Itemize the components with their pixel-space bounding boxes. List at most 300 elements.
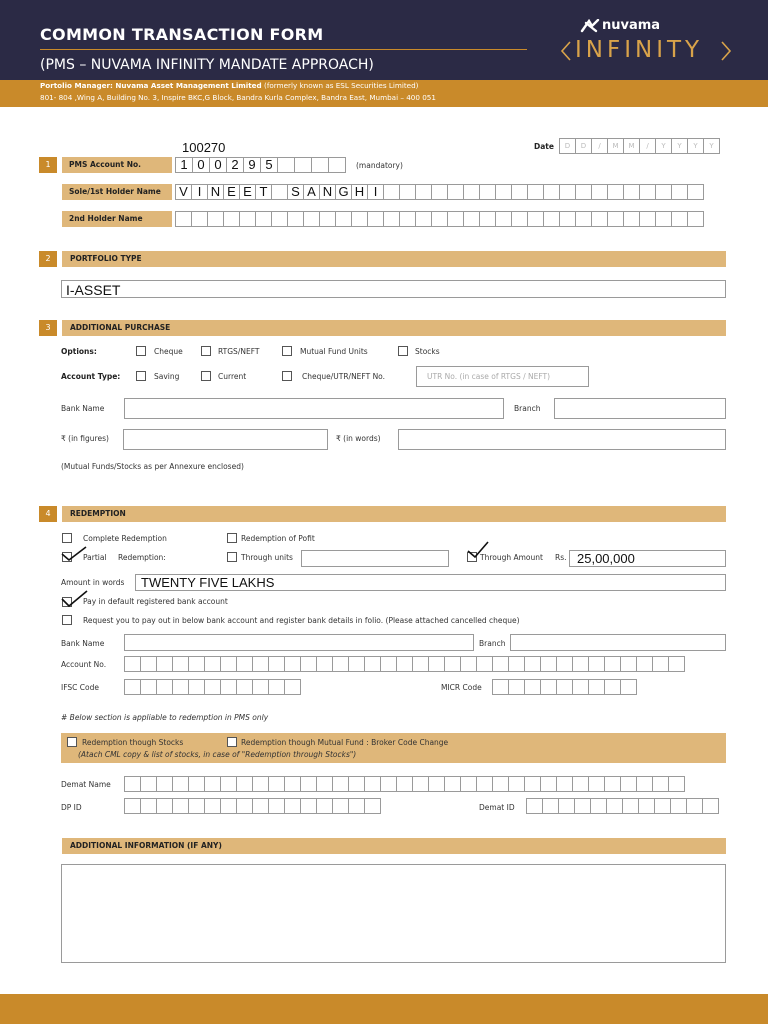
char-box[interactable] [558,798,575,814]
char-box[interactable] [172,656,189,672]
char-box[interactable]: V [175,184,192,200]
char-box[interactable] [588,679,605,695]
char-box[interactable] [540,679,557,695]
account-no-field[interactable] [125,656,685,672]
char-box[interactable] [511,184,528,200]
demat-id-label: Demat ID [479,803,515,812]
branch-field[interactable] [554,398,726,419]
char-box[interactable] [284,776,301,792]
redemption-amount-field[interactable] [569,550,726,567]
char-box[interactable] [622,798,639,814]
chevron-right-icon [720,40,732,62]
char-box[interactable] [311,157,329,173]
char-box[interactable] [460,656,477,672]
header-divider [40,49,527,50]
demat-name-field[interactable] [125,776,685,792]
char-box[interactable]: / [591,138,608,154]
char-box[interactable]: 5 [260,157,278,173]
char-box[interactable] [399,184,416,200]
char-box[interactable] [428,776,445,792]
char-box[interactable] [284,679,301,695]
holder2-name-field[interactable] [176,211,704,227]
char-box[interactable] [383,184,400,200]
char-box[interactable] [124,679,141,695]
complete-redemption-label: Complete Redemption [83,534,167,543]
char-box[interactable] [204,798,221,814]
char-box[interactable]: Y [655,138,672,154]
pms-account-field[interactable] [176,157,346,173]
char-box[interactable] [620,656,637,672]
char-box[interactable]: 9 [243,157,261,173]
manager-name: Portolio Manager: Nuvama Asset Management Limited [40,81,262,90]
char-box[interactable]: 0 [209,157,227,173]
saving-label: Saving [154,372,180,381]
dp-id-field[interactable] [125,798,381,814]
char-box[interactable] [639,184,656,200]
char-box[interactable] [556,656,573,672]
holder2-label: 2nd Holder Name [62,211,172,227]
through-units-label: Through units [241,553,293,562]
char-box[interactable] [623,184,640,200]
nuvama-logo-icon [580,19,600,33]
through-units-checkbox[interactable] [227,552,237,562]
char-box[interactable] [604,656,621,672]
mutual-fund-units-label: Mutual Fund Units [300,347,368,356]
char-box[interactable] [428,656,445,672]
partial-label: Partial [83,553,107,562]
char-box[interactable] [364,656,381,672]
char-box[interactable] [319,211,336,227]
redemption-mf-checkbox[interactable] [227,737,237,747]
char-box[interactable] [204,679,221,695]
char-box[interactable] [652,656,669,672]
char-box[interactable] [207,211,224,227]
default-bank-label: Pay in default registered bank account [83,597,228,606]
char-box[interactable] [524,679,541,695]
utr-number-field[interactable] [416,366,589,387]
amount-figures-label: ₹ (in figures) [61,434,109,443]
char-box[interactable] [140,656,157,672]
char-box[interactable] [590,798,607,814]
holder1-label: Sole/1st Holder Name [62,184,172,200]
char-box[interactable] [686,798,703,814]
char-box[interactable] [383,211,400,227]
demat-id-field[interactable] [527,798,719,814]
char-box[interactable] [526,798,543,814]
char-box[interactable] [348,776,365,792]
char-box[interactable] [236,776,253,792]
date-field[interactable] [560,138,720,154]
char-box[interactable]: S [287,184,304,200]
portfolio-type-field[interactable] [61,280,726,298]
annexure-note: (Mutual Funds/Stocks as per Annexure enclosed) [61,462,244,471]
char-box[interactable] [668,776,685,792]
footer-bar [0,994,768,1024]
char-box[interactable] [271,211,288,227]
char-box[interactable] [447,211,464,227]
account-type-label: Account Type: [61,372,121,381]
char-box[interactable] [335,211,352,227]
char-box[interactable] [463,211,480,227]
rtgs-neft-label: RTGS/NEFT [218,347,260,356]
char-box[interactable] [543,184,560,200]
char-box[interactable] [294,157,312,173]
char-box[interactable] [540,776,557,792]
char-box[interactable] [188,798,205,814]
redemption-amount-value: 25,00,000 [577,551,635,566]
char-box[interactable] [572,776,589,792]
char-box[interactable] [524,656,541,672]
char-box[interactable]: N [207,184,224,200]
section-4-title: REDEMPTION [62,506,726,522]
char-box[interactable] [572,656,589,672]
redemption-branch-label: Branch [479,639,506,648]
char-box[interactable] [495,184,512,200]
char-box[interactable]: 0 [192,157,210,173]
char-box[interactable] [172,776,189,792]
redemption-of-profit-checkbox[interactable] [227,533,237,543]
char-box[interactable] [606,798,623,814]
char-box[interactable] [671,184,688,200]
char-box[interactable] [604,679,621,695]
char-box[interactable]: 1 [175,157,193,173]
char-box[interactable] [172,798,189,814]
char-box[interactable] [492,656,509,672]
amount-in-words-field[interactable] [135,574,726,591]
char-box[interactable] [396,776,413,792]
manager-former-name: (formerly known as ESL Securities Limited) [264,81,419,90]
current-checkbox[interactable] [201,371,211,381]
char-box[interactable] [156,798,173,814]
char-box[interactable] [252,776,269,792]
mandatory-note: (mandatory) [356,161,403,170]
char-box[interactable] [654,798,671,814]
char-box[interactable] [348,798,365,814]
char-box[interactable] [220,679,237,695]
char-box[interactable] [287,211,304,227]
holder1-name-field[interactable] [176,184,704,200]
brand-product: INFINITY [575,37,704,63]
char-box[interactable] [431,184,448,200]
char-box[interactable] [655,211,672,227]
cheque-utr-checkbox[interactable] [282,371,292,381]
char-box[interactable] [303,211,320,227]
char-box[interactable] [508,776,525,792]
char-box[interactable] [140,776,157,792]
char-box[interactable] [524,776,541,792]
redemption-stocks-label: Redemption though Stocks [82,738,184,747]
char-box[interactable] [223,211,240,227]
char-box[interactable] [668,656,685,672]
char-box[interactable] [175,211,192,227]
amount-words-field[interactable] [398,429,726,450]
char-box[interactable] [316,656,333,672]
char-box[interactable] [687,184,704,200]
redemption-bank-name-field[interactable] [124,634,474,651]
char-box[interactable] [332,798,349,814]
stocks-checkbox[interactable] [398,346,408,356]
bank-name-label: Bank Name [61,404,105,413]
char-box[interactable] [284,656,301,672]
char-box[interactable] [204,656,221,672]
portfolio-type-value: I-ASSET [66,282,121,298]
char-box[interactable]: E [239,184,256,200]
additional-info-title: ADDITIONAL INFORMATION (IF ANY) [62,838,726,854]
rs-label: Rs. [555,553,567,562]
char-box[interactable] [239,211,256,227]
char-box[interactable] [348,656,365,672]
section-3-title: ADDITIONAL PURCHASE [62,320,726,336]
char-box[interactable] [172,679,189,695]
char-box[interactable] [255,211,272,227]
micr-field[interactable] [493,679,637,695]
char-box[interactable] [252,656,269,672]
char-box[interactable] [687,211,704,227]
char-box[interactable] [300,798,317,814]
char-box[interactable] [316,798,333,814]
char-box[interactable]: D [559,138,576,154]
char-box[interactable] [277,157,295,173]
form-title: COMMON TRANSACTION FORM [40,25,324,44]
section-2-title: PORTFOLIO TYPE [62,251,726,267]
char-box[interactable] [351,211,368,227]
char-box[interactable] [460,776,477,792]
char-box[interactable] [607,184,624,200]
char-box[interactable] [268,798,285,814]
char-box[interactable] [399,211,416,227]
char-box[interactable] [588,656,605,672]
utr-placeholder: UTR No. (in case of RTGS / NEFT) [427,372,551,381]
amount-in-words-value: TWENTY FIVE LAKHS [141,575,275,590]
char-box[interactable] [492,679,509,695]
pms-only-note: # Below section is appliable to redemption in PMS only [61,713,269,722]
char-box[interactable] [620,679,637,695]
char-box[interactable]: H [351,184,368,200]
char-box[interactable] [511,211,528,227]
char-box[interactable] [284,798,301,814]
char-box[interactable] [463,184,480,200]
cheque-checkbox[interactable] [136,346,146,356]
micr-label: MICR Code [441,683,482,692]
char-box[interactable] [444,776,461,792]
demat-name-label: Demat Name [61,780,111,789]
manager-address: 801- 804 ,Wing A, Building No. 3, Inspire BKC,G Block, Bandra Kurla Complex, Bandra East, Mumbai – 400 051 [40,93,436,102]
char-box[interactable] [670,798,687,814]
char-box[interactable] [495,211,512,227]
char-box[interactable] [156,776,173,792]
char-box[interactable] [332,776,349,792]
branch-label: Branch [514,404,541,413]
char-box[interactable] [652,776,669,792]
options-label: Options: [61,347,97,356]
char-box[interactable] [124,656,141,672]
char-box[interactable] [156,656,173,672]
char-box[interactable] [415,184,432,200]
char-box[interactable]: D [575,138,592,154]
stocks-label: Stocks [415,347,440,356]
cml-note: (Atach CML copy & list of stocks, in case of "Redemption through Stocks") [78,750,357,759]
redemption-mf-label: Redemption though Mutual Fund : Broker Code Change [241,738,449,747]
char-box[interactable]: Y [703,138,720,154]
pms-account-label: PMS Account No. [62,157,172,173]
char-box[interactable] [236,656,253,672]
ifsc-field[interactable] [125,679,301,695]
char-box[interactable] [575,211,592,227]
char-box[interactable] [188,679,205,695]
complete-redemption-checkbox[interactable] [62,533,72,543]
section-3-number: 3 [39,320,57,336]
char-box[interactable] [479,184,496,200]
char-box[interactable] [572,679,589,695]
char-box[interactable] [236,798,253,814]
char-box[interactable] [191,211,208,227]
bank-name-field[interactable] [124,398,504,419]
char-box[interactable] [220,776,237,792]
char-box[interactable] [431,211,448,227]
form-subtitle: (PMS – NUVAMA INFINITY MANDATE APPROACH) [40,57,374,73]
char-box[interactable] [188,776,205,792]
char-box[interactable] [300,776,317,792]
mutual-fund-units-checkbox[interactable] [282,346,292,356]
char-box[interactable] [252,679,269,695]
saving-checkbox[interactable] [136,371,146,381]
through-units-field[interactable] [301,550,449,567]
char-box[interactable] [380,776,397,792]
redemption-label: Redemption: [118,553,166,562]
char-box[interactable] [655,184,672,200]
char-box[interactable] [638,798,655,814]
char-box[interactable] [636,656,653,672]
char-box[interactable]: Y [687,138,704,154]
char-box[interactable] [479,211,496,227]
char-box[interactable]: I [191,184,208,200]
section-2-number: 2 [39,251,57,267]
current-label: Current [218,372,247,381]
dp-id-label: DP ID [61,803,82,812]
char-box[interactable] [252,798,269,814]
char-box[interactable]: 2 [226,157,244,173]
char-box[interactable] [220,656,237,672]
char-box[interactable]: Y [671,138,688,154]
char-box[interactable] [236,679,253,695]
char-box[interactable] [702,798,719,814]
char-box[interactable]: N [319,184,336,200]
char-box[interactable] [604,776,621,792]
char-box[interactable] [559,184,576,200]
char-box[interactable] [124,798,141,814]
redemption-bank-name-label: Bank Name [61,639,105,648]
redemption-branch-field[interactable] [510,634,726,651]
request-bank-checkbox[interactable] [62,615,72,625]
char-box[interactable] [412,776,429,792]
redemption-stocks-checkbox[interactable] [67,737,77,747]
char-box[interactable] [124,776,141,792]
char-box[interactable] [543,211,560,227]
char-box[interactable] [476,656,493,672]
char-box[interactable] [591,184,608,200]
char-box[interactable] [591,211,608,227]
char-box[interactable] [316,776,333,792]
char-box[interactable]: M [607,138,624,154]
char-box[interactable] [268,679,285,695]
amount-in-words-label: Amount in words [61,578,125,587]
char-box[interactable] [140,679,157,695]
char-box[interactable] [364,798,381,814]
char-box[interactable] [575,184,592,200]
char-box[interactable] [639,211,656,227]
char-box[interactable] [204,776,221,792]
char-box[interactable] [447,184,464,200]
char-box[interactable] [527,184,544,200]
char-box[interactable]: T [255,184,272,200]
amount-figures-field[interactable] [123,429,328,450]
char-box[interactable] [559,211,576,227]
char-box[interactable] [542,798,559,814]
char-box[interactable] [556,776,573,792]
char-box[interactable] [380,656,397,672]
char-box[interactable] [508,679,525,695]
char-box[interactable] [140,798,157,814]
char-box[interactable]: A [303,184,320,200]
char-box[interactable] [492,776,509,792]
char-box[interactable] [671,211,688,227]
char-box[interactable] [444,656,461,672]
char-box[interactable] [220,798,237,814]
char-box[interactable] [156,679,173,695]
char-box[interactable]: M [623,138,640,154]
char-box[interactable] [574,798,591,814]
section-4-number: 4 [39,506,57,522]
char-box[interactable] [268,656,285,672]
chevron-left-icon [560,40,572,62]
additional-info-field[interactable] [61,864,726,963]
redemption-of-profit-label: Redemption of Pofit [241,534,315,543]
handwritten-account-above: 100270 [182,140,226,155]
char-box[interactable] [300,656,317,672]
char-box[interactable] [364,776,381,792]
char-box[interactable]: / [639,138,656,154]
amount-words-label: ₹ (in words) [336,434,381,443]
char-box[interactable] [588,776,605,792]
rtgs-neft-checkbox[interactable] [201,346,211,356]
char-box[interactable] [476,776,493,792]
char-box[interactable] [527,211,544,227]
brand-name: nuvama [602,18,661,33]
account-no-label: Account No. [61,660,107,669]
through-amount-label: Through Amount [480,553,543,562]
char-box[interactable] [636,776,653,792]
char-box[interactable] [623,211,640,227]
char-box[interactable] [271,184,288,200]
char-box[interactable] [556,679,573,695]
char-box[interactable] [188,656,205,672]
char-box[interactable]: G [335,184,352,200]
char-box[interactable] [412,656,429,672]
char-box[interactable]: E [223,184,240,200]
char-box[interactable] [415,211,432,227]
char-box[interactable] [396,656,413,672]
char-box[interactable] [268,776,285,792]
char-box[interactable] [620,776,637,792]
char-box[interactable] [332,656,349,672]
char-box[interactable] [540,656,557,672]
char-box[interactable] [367,211,384,227]
char-box[interactable] [328,157,346,173]
manager-line [40,81,418,90]
char-box[interactable]: I [367,184,384,200]
char-box[interactable] [508,656,525,672]
char-box[interactable] [607,211,624,227]
